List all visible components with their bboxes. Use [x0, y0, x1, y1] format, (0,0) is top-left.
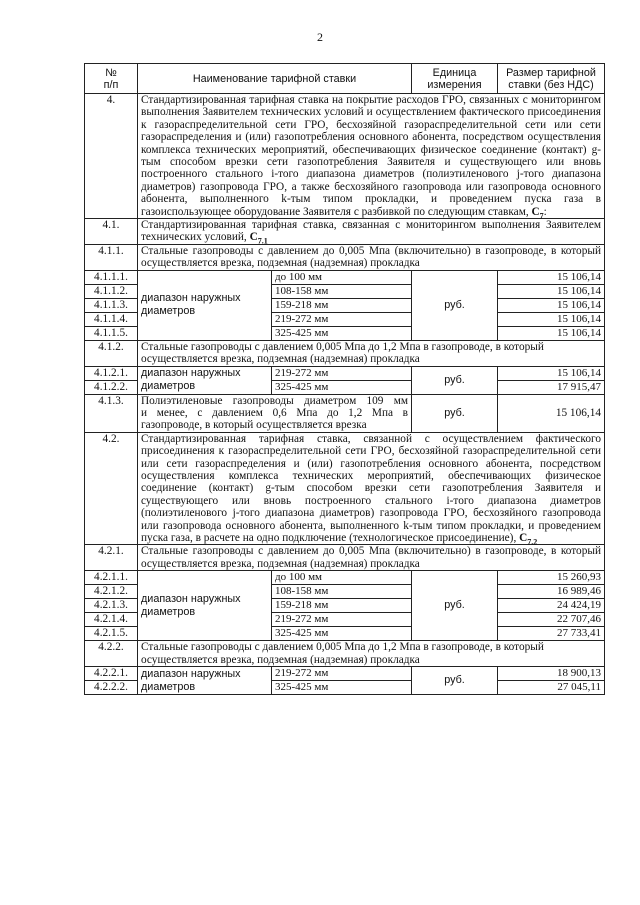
row-num: 4.2.1.2. [85, 585, 138, 599]
rate-value: 15 106,14 [498, 312, 605, 326]
diameter-range: 108-158 мм [272, 284, 412, 298]
header-unit-line1: Единица [432, 66, 477, 79]
section-num: 4.1.2. [85, 340, 138, 366]
row-num: 4.2.1.1. [85, 571, 138, 585]
section-row-4-2-1 [85, 545, 605, 571]
section-4-1-1-text: Стальные газопроводы с давлением до 0,005 Мпа (включительно) в газопроводе, в который осуществляется врезка, подземная (надземная) прокладка [138, 244, 605, 270]
section-num: 4. [85, 94, 138, 219]
unit-cell: руб. [412, 270, 498, 340]
diameter-range: 108-158 мм [272, 585, 412, 599]
section-row-4-1-3 [85, 394, 605, 432]
rate-value: 27 045,11 [498, 681, 605, 695]
diameter-range: до 100 мм [272, 270, 412, 284]
diameter-range: до 100 мм [272, 571, 412, 585]
tariff-table [84, 63, 605, 695]
rate-value: 17 915,47 [498, 380, 605, 394]
table-row [85, 571, 605, 585]
rate-value: 27 733,41 [498, 627, 605, 641]
section-row-4-1 [85, 219, 605, 245]
unit-cell: руб. [412, 366, 498, 394]
header-num [85, 64, 138, 94]
section-4-2-2-text: Стальные газопроводы с давлением 0,005 Мпа до 1,2 Мпа в газопроводе, в который осуществляется врезка, подземная (надземная) прокладка [138, 641, 605, 667]
row-num: 4.2.1.4. [85, 613, 138, 627]
rate-value: 15 106,14 [498, 366, 605, 380]
rate-value: 24 424,19 [498, 599, 605, 613]
diameter-range: 325-425 мм [272, 627, 412, 641]
section-num: 4.2. [85, 432, 138, 545]
header-rate-line1: Размер тарифной [506, 66, 596, 79]
section-4-1-2-text: Стальные газопроводы с давлением 0,005 Мпа до 1,2 Мпа в газопроводе, в который осуществляется врезка, подземная (надземная) прокладка [138, 340, 605, 366]
header-num-line1: № [105, 66, 117, 79]
rate-value: 15 106,14 [498, 394, 605, 432]
diameter-range: 325-425 мм [272, 681, 412, 695]
diameter-range: 219-272 мм [272, 312, 412, 326]
rate-value: 15 106,14 [498, 298, 605, 312]
table-row [85, 366, 605, 380]
section-4-1-3-line1: Полиэтиленовые газопроводы диаметром 109 мм [141, 394, 408, 407]
rate-value: 22 707,46 [498, 613, 605, 627]
row-num: 4.2.2.1. [85, 667, 138, 681]
rate-value: 16 989,46 [498, 585, 605, 599]
section-4-1-text: Стандартизированная тарифная ставка, связанная с мониторингом выполнения Заявителем технических условий, [141, 219, 601, 244]
header-rate-line2: ставки (без НДС) [508, 78, 594, 91]
diameter-range: 219-272 мм [272, 366, 412, 380]
header-unit [412, 64, 498, 94]
section-4-2-code: $C_{7.2}$ [519, 531, 538, 547]
diameter-range: 219-272 мм [272, 667, 412, 681]
section-4-1-3-line2: и менее, с давлением 0,6 Мпа до 1,2 Мпа в [141, 406, 408, 419]
diameter-range: 325-425 мм [272, 380, 412, 394]
header-name: Наименование тарифной ставки [138, 64, 412, 94]
rate-value: 15 260,93 [498, 571, 605, 585]
section-text [138, 219, 605, 245]
diameter-range: 159-218 мм [272, 599, 412, 613]
diameter-label: диапазон наружных диаметров [138, 270, 272, 340]
section-text [138, 432, 605, 545]
rate-value: 15 106,14 [498, 270, 605, 284]
header-num-line2: п/п [103, 78, 119, 91]
section-4-2-text: Стандартизированная тарифная ставка, связанной с осуществлением фактического присоединения к газораспределительной сети ГРО, бесхозяйной газораспределительной сети или сети газораспределения и (или) газопотребления основного абонента, посредством осуществления комплекса технических мероприятий, обеспечивающих физическое соединение (контакт) g-тым способом врезки сети газопотребления Заявителя и существующего или вновь построенного стального i-того диапазона диаметров (полиэтиленового j-того диапазона диаметров) газопровода ГРО, бесхозяйного газопровода или газопровода основного абонента, выполненного k-тым типом прокладки, и проведением пуска газа, в расчете на одно подключение (технологическое присоединение), [141, 432, 601, 544]
table-header-row [85, 64, 605, 94]
row-num: 4.1.1.5. [85, 326, 138, 340]
section-row-4 [85, 94, 605, 219]
section-row-4-2 [85, 432, 605, 545]
section-4-2-1-text: Стальные газопроводы с давлением до 0,005 Мпа (включительно) в газопроводе, в который осуществляется врезка, подземная (надземная) прокладка [138, 545, 605, 571]
row-num: 4.1.1.2. [85, 284, 138, 298]
row-num: 4.2.1.5. [85, 627, 138, 641]
section-num: 4.2.1. [85, 545, 138, 571]
diameter-range: 159-218 мм [272, 298, 412, 312]
section-4-1-3-text [138, 394, 412, 432]
section-num: 4.1.3. [85, 394, 138, 432]
section-4-1-3-line3: газопроводе, в который осуществляется врезка [141, 419, 367, 432]
page-number: 2 [317, 30, 323, 44]
rate-value: 18 900,13 [498, 667, 605, 681]
unit-cell: руб. [412, 667, 498, 695]
row-num: 4.2.2.2. [85, 681, 138, 695]
diameter-label: диапазон наружных диаметров [138, 366, 272, 394]
unit-cell: руб. [412, 571, 498, 641]
row-num: 4.2.1.3. [85, 599, 138, 613]
header-unit-line2: измерения [427, 78, 482, 91]
unit-cell: руб. [412, 394, 498, 432]
rate-value: 15 106,14 [498, 326, 605, 340]
section-num: 4.2.2. [85, 641, 138, 667]
section-row-4-2-2 [85, 641, 605, 667]
diameter-label: диапазон наружных диаметров [138, 667, 272, 695]
section-4-code: $C_7$ [531, 205, 544, 220]
section-4-1-code: $C_{7.1}$ [249, 231, 268, 246]
table-row [85, 270, 605, 284]
diameter-range: 219-272 мм [272, 613, 412, 627]
row-num: 4.1.1.4. [85, 312, 138, 326]
section-num: 4.1. [85, 219, 138, 245]
row-num: 4.1.2.1. [85, 366, 138, 380]
row-num: 4.1.2.2. [85, 380, 138, 394]
row-num: 4.1.1.1. [85, 270, 138, 284]
section-row-4-1-1 [85, 244, 605, 270]
rate-value: 15 106,14 [498, 284, 605, 298]
header-rate [498, 64, 605, 94]
section-num: 4.1.1. [85, 244, 138, 270]
row-num: 4.1.1.3. [85, 298, 138, 312]
diameter-range: 325-425 мм [272, 326, 412, 340]
section-4-text: Стандартизированная тарифная ставка на покрытие расходов ГРО, связанных с мониторингом выполнения Заявителем технических условий и осуществлением фактического присоединения к газораспределительной сети ГРО, бесхозяйной газораспределительной сети или сети газораспределения и (или) газопотребления основного абонента, посредством осуществления комплекса технических мероприятий, обеспечивающих физическое соединение (контакт) g-тым способом врезки сети газопотребления Заявителя и существующего или вновь построенного стального i-того диапазона диаметров (полиэтиленового j-того диапазона диаметров) газопровода ГРО, а также бесхозяйного газопровода или газопровода основного абонента, выполненного k-тым типом прокладки, и проведением пуска газа в газоиспользующее оборудование Заявителя с разбивкой по следующим ставкам, [141, 94, 601, 218]
table-row [85, 667, 605, 681]
diameter-label: диапазон наружных диаметров [138, 571, 272, 641]
section-row-4-1-2 [85, 340, 605, 366]
section-text: Стандартизированная тарифная ставка на покрытие расходов ГРО, связанных с мониторингом выполнения Заявителем технических условий и осуществлением фактического присоединения к газораспределительной сети ГРО, бесхозяйной газораспределительной сети или сети газораспределения и (или) газопотребления основного абонента, посредством осуществления комплекса технических мероприятий, обеспечивающих физическое соединение (контакт) g-тым способом врезки сети газопотребления Заявителя и существующего или вновь построенного стального i-того диапазона диаметров (полиэтиленового j-того диапазона диаметров) газопровода ГРО, а также бесхозяйного газопровода или газопровода основного абонента, выполненного k-тым типом прокладки, и проведением пуска газа в газоиспользующее оборудование Заявителя с разбивкой по следующим ставкам, $C_7$: [138, 94, 605, 219]
